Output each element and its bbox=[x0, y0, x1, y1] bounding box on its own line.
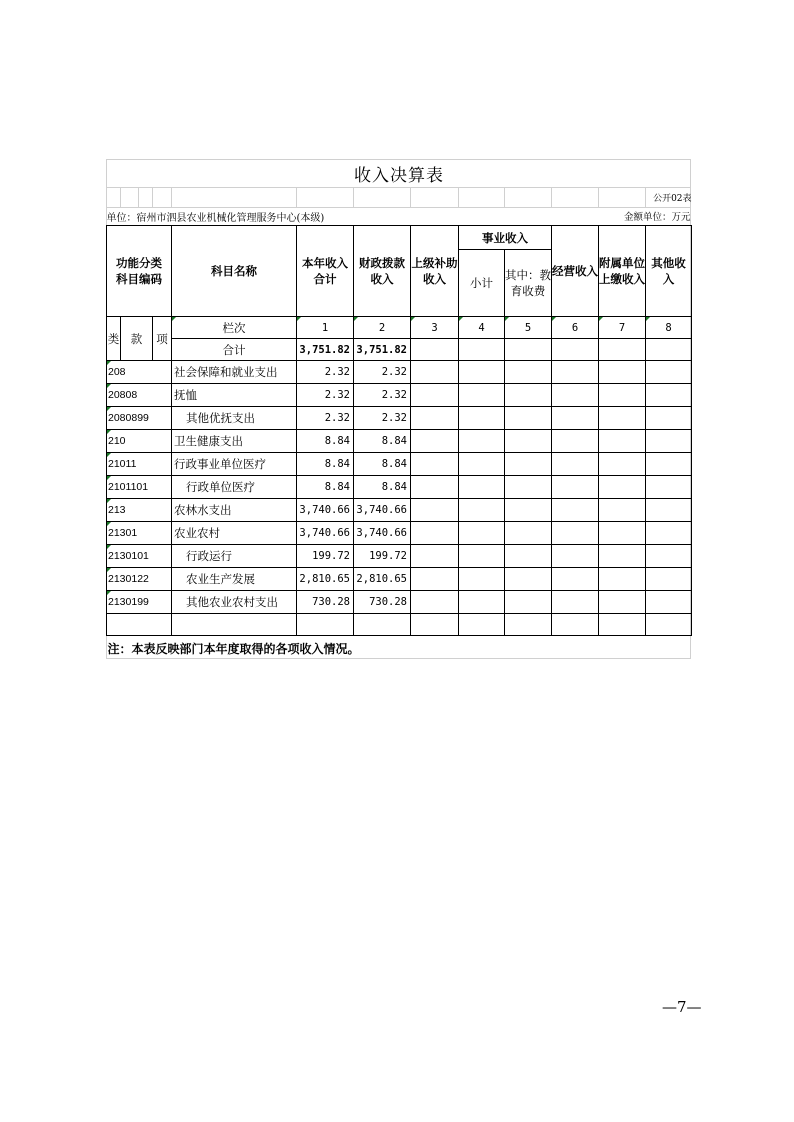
row-name: 行政运行 bbox=[172, 545, 297, 568]
row-col2: 2,810.65 bbox=[354, 568, 411, 591]
lanci-num-7: 7 bbox=[599, 317, 646, 339]
header-col7: 附属单位上缴收入 bbox=[599, 226, 646, 317]
page-number: —7— bbox=[662, 998, 702, 1016]
row-name: 社会保障和就业支出 bbox=[172, 361, 297, 384]
table-note: 注：本表反映部门本年度取得的各项收入情况。 bbox=[107, 641, 360, 656]
row-col2: 8.84 bbox=[354, 476, 411, 499]
header-col1: 本年收入合计 bbox=[297, 226, 354, 317]
row-code: 2080899 bbox=[107, 407, 172, 430]
row-col1: 8.84 bbox=[297, 430, 354, 453]
lanci-num-5: 5 bbox=[505, 317, 552, 339]
row-name: 农林水支出 bbox=[172, 499, 297, 522]
table-row bbox=[107, 591, 692, 614]
row-col1: 2,810.65 bbox=[297, 568, 354, 591]
table-row bbox=[107, 453, 692, 476]
row-col2: 8.84 bbox=[354, 430, 411, 453]
lanci-num-6: 6 bbox=[552, 317, 599, 339]
table-row bbox=[107, 568, 692, 591]
row-col1: 2.32 bbox=[297, 384, 354, 407]
row-name: 其他农业农村支出 bbox=[172, 591, 297, 614]
row-col1: 3,740.66 bbox=[297, 499, 354, 522]
row-col1: 2.32 bbox=[297, 407, 354, 430]
row-col2: 199.72 bbox=[354, 545, 411, 568]
lanci-num-2: 2 bbox=[354, 317, 411, 339]
page-title: 收入决算表 bbox=[354, 165, 444, 186]
header-col6: 经营收入 bbox=[552, 226, 599, 317]
table-row bbox=[107, 545, 692, 568]
header-col8: 其他收入 bbox=[646, 226, 692, 317]
row-col1: 199.72 bbox=[297, 545, 354, 568]
row-code: 2130101 bbox=[107, 545, 172, 568]
row-code: 213 bbox=[107, 499, 172, 522]
row-name: 抚恤 bbox=[172, 384, 297, 407]
row-col2: 3,740.66 bbox=[354, 499, 411, 522]
row-code: 2130199 bbox=[107, 591, 172, 614]
form-code: 公开02表 bbox=[653, 193, 692, 204]
amount-unit: 金额单位：万元 bbox=[624, 212, 691, 223]
row-name: 卫生健康支出 bbox=[172, 430, 297, 453]
row-col2: 2.32 bbox=[354, 407, 411, 430]
header-subject-name: 科目名称 bbox=[172, 226, 297, 317]
row-code: 21011 bbox=[107, 453, 172, 476]
row-col1: 3,740.66 bbox=[297, 522, 354, 545]
table-row bbox=[107, 476, 692, 499]
row-col2: 2.32 bbox=[354, 361, 411, 384]
total-col2: 3,751.82 bbox=[354, 339, 411, 361]
row-code: 210 bbox=[107, 430, 172, 453]
unit-label: 单位：宿州市泗县农业机械化管理服务中心(本级) bbox=[106, 212, 325, 224]
empty-row bbox=[107, 614, 692, 636]
row-name: 农业农村 bbox=[172, 522, 297, 545]
row-code: 2101101 bbox=[107, 476, 172, 499]
header-col3: 上级补助收入 bbox=[411, 226, 459, 317]
income-table bbox=[106, 159, 692, 660]
row-col2: 2.32 bbox=[354, 384, 411, 407]
lanci-label: 栏次 bbox=[172, 317, 297, 339]
total-label: 合计 bbox=[172, 339, 297, 361]
row-code: 208 bbox=[107, 361, 172, 384]
table-row bbox=[107, 499, 692, 522]
row-code: 21301 bbox=[107, 522, 172, 545]
total-col1: 3,751.82 bbox=[297, 339, 354, 361]
row-col2: 730.28 bbox=[354, 591, 411, 614]
row-col2: 3,740.66 bbox=[354, 522, 411, 545]
header-kuan: 款 bbox=[121, 317, 153, 361]
row-name: 农业生产发展 bbox=[172, 568, 297, 591]
header-col4: 小计 bbox=[459, 250, 505, 317]
header-lei: 类 bbox=[107, 317, 121, 361]
row-code: 2130122 bbox=[107, 568, 172, 591]
row-name: 其他优抚支出 bbox=[172, 407, 297, 430]
header-func-code: 功能分类科目编码 bbox=[107, 226, 172, 317]
row-col1: 730.28 bbox=[297, 591, 354, 614]
table-row bbox=[107, 430, 692, 453]
row-code: 20808 bbox=[107, 384, 172, 407]
header-col5: 其中：教育收费 bbox=[505, 250, 552, 317]
table-row bbox=[107, 384, 692, 407]
header-shiye: 事业收入 bbox=[459, 226, 552, 250]
header-xiang: 项 bbox=[153, 317, 172, 361]
row-col1: 8.84 bbox=[297, 453, 354, 476]
row-name: 行政单位医疗 bbox=[172, 476, 297, 499]
lanci-num-3: 3 bbox=[411, 317, 459, 339]
row-col1: 2.32 bbox=[297, 361, 354, 384]
row-col1: 8.84 bbox=[297, 476, 354, 499]
lanci-num-4: 4 bbox=[459, 317, 505, 339]
table-row bbox=[107, 361, 692, 384]
table-row bbox=[107, 522, 692, 545]
table-row bbox=[107, 407, 692, 430]
row-col2: 8.84 bbox=[354, 453, 411, 476]
header-col2: 财政拨款收入 bbox=[354, 226, 411, 317]
row-name: 行政事业单位医疗 bbox=[172, 453, 297, 476]
lanci-num-8: 8 bbox=[646, 317, 692, 339]
lanci-num-1: 1 bbox=[297, 317, 354, 339]
